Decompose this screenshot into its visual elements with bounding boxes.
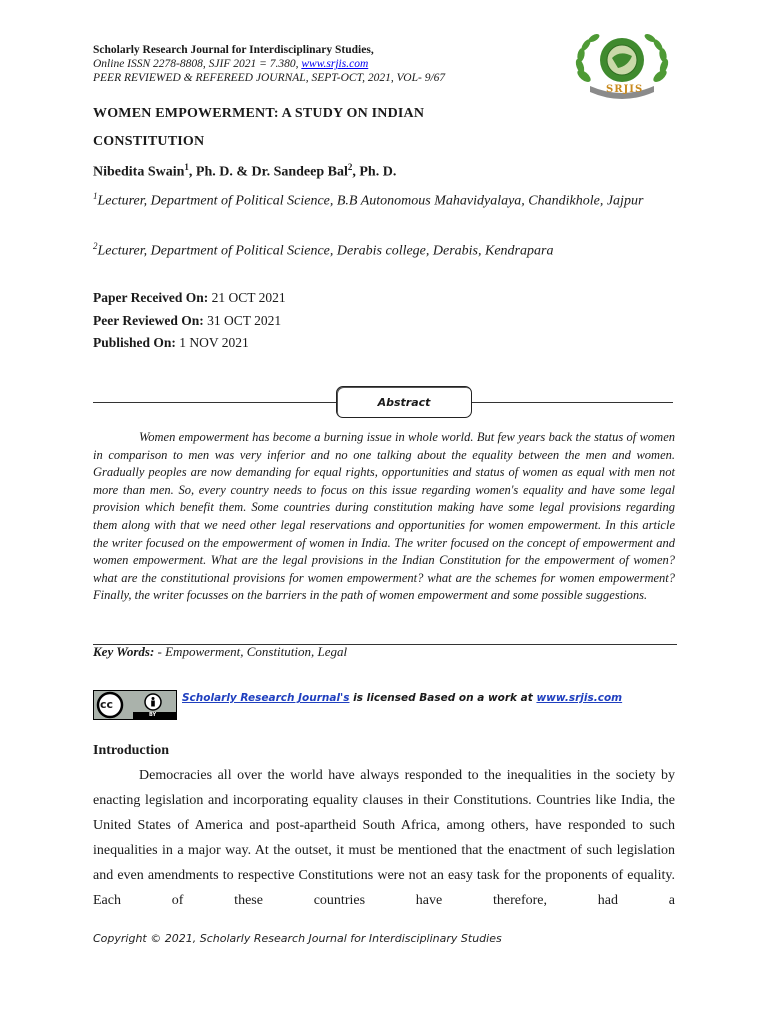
paper-dates <box>93 287 286 355</box>
journal-header <box>93 43 563 85</box>
copyright-footer: Copyright © 2021, Scholarly Research Journal for Interdisciplinary Studies <box>93 932 502 945</box>
srjis-link[interactable]: www.srjis.com <box>536 692 623 704</box>
issn-line: Online ISSN 2278-8808, SJIF 2021 = 7.380, www.srjis.com <box>93 58 369 70</box>
introduction-heading: Introduction <box>93 743 169 758</box>
journal-license-link[interactable]: Scholarly Research Journal's <box>182 692 350 704</box>
cc-by-badge[interactable] <box>93 690 177 720</box>
affiliation-2: $^2$Lecturer, Department of Political Science, Derabis college, Derabis, Kendrapara <box>93 241 554 259</box>
license-statement: Scholarly Research Journal's is licensed Based on a work at www.srjis.com <box>182 692 623 704</box>
logo-text: SRJIS <box>606 84 644 95</box>
abstract-label: Abstract <box>336 386 472 418</box>
peer-review-line: PEER REVIEWED & REFEREED JOURNAL, SEPT-OCT, 2021, VOL- 9/67 <box>93 72 446 84</box>
reviewed-date: Peer Reviewed On: 31 OCT 2021 <box>93 312 282 328</box>
introduction-text: Democracies all over the world have always responded to the inequalities in the society by enacting legislation and incorporating equality clauses in their Constitutions. Countries like India, the United States of America and post-apartheid South Africa, among others, have responded to such inequalities in a major way. At the outset, it must be mentioned that the enactment of such legislation and even amendments to respective Constitutions were not an easy task for the proponents of equality. Each of these countries have therefore, had a <box>93 768 675 908</box>
by-label: BY <box>149 712 157 718</box>
abstract-rule-left <box>93 402 336 403</box>
cc-label: cc <box>100 698 114 711</box>
received-date: Paper Received On: 21 OCT 2021 <box>93 290 286 305</box>
keywords: Key Words: - Empowerment, Constitution, Legal <box>93 644 348 659</box>
journal-name: Scholarly Research Journal for Interdisciplinary Studies, <box>93 44 374 56</box>
published-date: Published On: 1 NOV 2021 <box>93 335 249 350</box>
srjis-logo <box>572 28 672 106</box>
abstract-rule-right <box>472 402 673 403</box>
paper-title: WOMEN EMPOWERMENT: A STUDY ON INDIAN CONSTITUTION <box>93 106 425 149</box>
affiliation-1: $^1$Lecturer, Department of Political Science, B.B Autonomous Mahavidyalaya, Chandikhole, Jajpur <box>93 191 644 209</box>
authors: Nibedita Swain$^1$, Ph. D. & Dr. Sandeep Bal$^2$, Ph. D. <box>93 162 397 180</box>
website-link[interactable]: www.srjis.com <box>301 58 369 70</box>
abstract-text: Women empowerment has become a burning issue in whole world. But few years back the status of women in comparison to men was very inferior and no one talking about the equality between the men and women. Gradually peoples are now demanding for equal rights, opportunities and status of women as equal with men not more than men. So, every country needs to focus on this issue regarding women's equality and have some legal provision which benefit them. Some countries during constitution making have some legal provisions regarding them along with that we need other legal reservations and opportunities for women empowerment. In this article the writer focused on the empowerment of women in India. The writer focused on the concept of empowerment and women empowerment. What are the legal provisions in the Indian Constitution for the empowerment of women? what are the constitutional provisions for women empowerment? what are the schemes for women empowerment? Finally, the writer focusses on the barriers in the path of women empowerment and some possible suggestions. <box>93 430 675 603</box>
